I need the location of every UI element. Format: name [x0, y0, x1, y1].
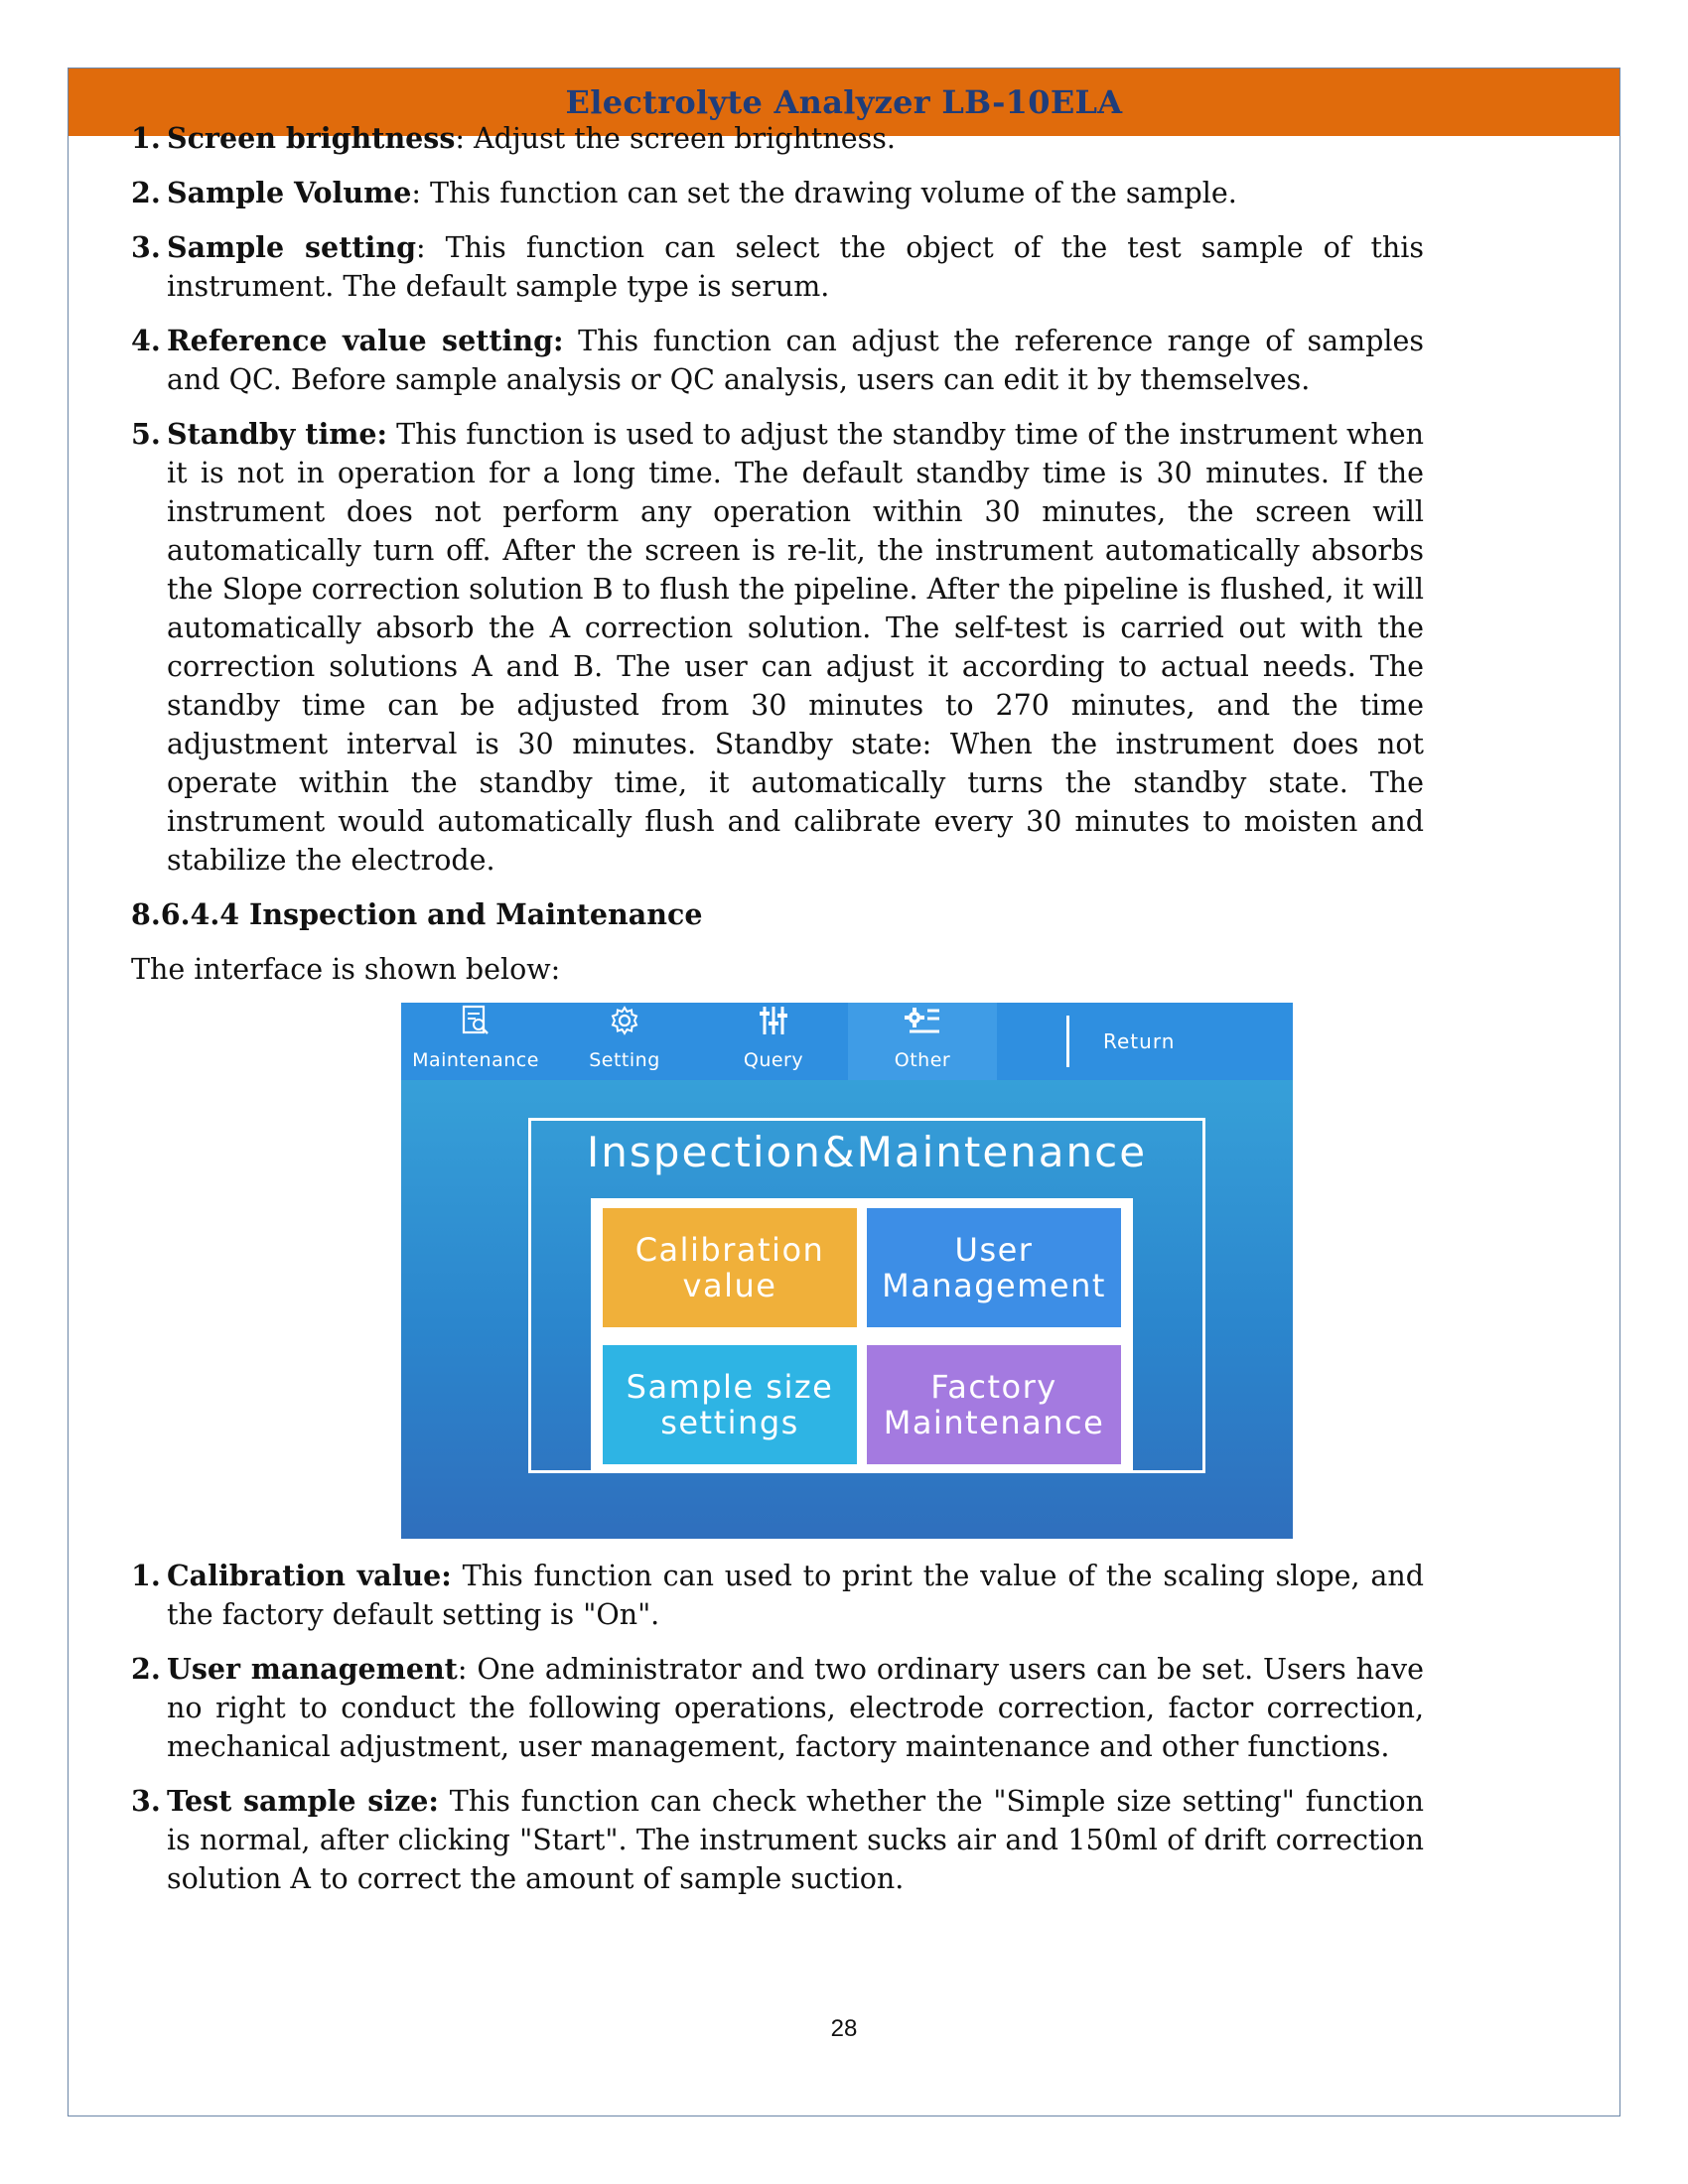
report-icon — [461, 1004, 491, 1037]
item-text: This function can set the drawing volume of the sample. — [420, 177, 1237, 209]
sliders-icon — [759, 1004, 788, 1037]
toolbar-other-button[interactable] — [848, 1003, 997, 1080]
item-sep: : — [457, 1653, 468, 1686]
item-number: 5. — [131, 417, 161, 451]
item-sep: : — [455, 122, 465, 155]
tile-grid — [591, 1198, 1133, 1472]
item-text: This function can adjust the reference range of samples and QC. Before sample analysis or QC analysis, users can edit it by themselves. — [167, 325, 1424, 396]
calibration-value-button[interactable] — [603, 1208, 857, 1327]
user-management-button[interactable] — [867, 1208, 1121, 1327]
item-text: This function can select the object of the test sample of this instrument. The default sample type is serum. — [167, 231, 1424, 303]
tile-label-line2: settings — [660, 1404, 799, 1441]
item-number: 1. — [131, 121, 161, 155]
item-sep: : — [416, 231, 426, 264]
item-term: Standby time: — [167, 417, 388, 451]
toolbar-label: Setting — [589, 1048, 660, 1071]
list-item — [131, 415, 1424, 880]
item-number: 4. — [131, 324, 161, 357]
sample-size-settings-button[interactable] — [603, 1345, 857, 1464]
tile-label-line2: Management — [882, 1267, 1106, 1304]
toolbar-label: Maintenance — [412, 1048, 539, 1071]
item-number: 2. — [131, 176, 161, 209]
main-content — [131, 119, 1424, 1914]
item-term: User management — [167, 1652, 458, 1686]
toolbar-label: Query — [743, 1048, 804, 1071]
maintenance-list — [131, 1557, 1424, 1898]
toolbar-query-button[interactable] — [699, 1003, 848, 1080]
list-item — [131, 174, 1424, 212]
item-text: One administrator and two ordinary users can be set. Users have no right to conduct the following operations, electrode correction, factor correction, mechanical adjustment, user management, factory maintenance and other functions. — [167, 1653, 1424, 1763]
list-item — [131, 228, 1424, 306]
item-term: Calibration value: — [167, 1559, 452, 1592]
tile-label-line2: Maintenance — [883, 1404, 1105, 1441]
item-number: 1. — [131, 1559, 161, 1592]
settings-list — [131, 119, 1424, 880]
device-toolbar — [401, 1003, 1293, 1080]
tile-label-line1: Calibration — [634, 1231, 825, 1269]
tile-label-line1: Factory — [930, 1368, 1057, 1406]
panel-title: Inspection&Maintenance — [586, 1128, 1148, 1176]
item-sep: : — [411, 177, 421, 209]
page-number: 28 — [830, 2015, 858, 2042]
item-text: This function is used to adjust the standby time of the instrument when it is not in operation for a long time. The default standby time is 30 minutes. If the instrument does not perform any operation within 30 minutes, the screen will automatically turn off. After the screen is re-lit, the instrument automatically absorbs the Slope correction solution B to flush the pipeline. After the pipeline is flushed, it will automatically absorb the A correction solution. The self-test is carried out with the correction solutions A and B. The user can adjust it according to actual needs. The standby time can be adjusted from 30 minutes to 270 minutes, and the time adjustment interval is 30 minutes. Standby state: When the instrument does not operate within the standby time, it automatically turns the standby state. The instrument would automatically flush and calibrate every 30 minutes to moisten and stabilize the electrode. — [167, 418, 1424, 877]
section-heading: 8.6.4.4 Inspection and Maintenance — [131, 897, 703, 931]
toolbar-maintenance-button[interactable] — [401, 1003, 550, 1080]
list-item — [131, 322, 1424, 399]
return-button[interactable]: Return — [1103, 1028, 1176, 1053]
toolbar-divider — [1066, 1016, 1069, 1067]
list-item — [131, 1557, 1424, 1634]
tile-label-line2: value — [682, 1267, 777, 1304]
item-term: Sample Volume — [167, 176, 412, 209]
item-term: Test sample size: — [167, 1784, 439, 1818]
tile-label-line1: User — [954, 1231, 1034, 1269]
item-number: 3. — [131, 1784, 161, 1818]
item-term: Sample setting — [167, 230, 416, 264]
document-title: Electrolyte Analyzer LB-10ELA — [565, 83, 1123, 121]
list-item — [131, 1782, 1424, 1898]
list-item — [131, 119, 1424, 158]
list-item — [131, 1650, 1424, 1766]
item-number: 3. — [131, 230, 161, 264]
item-text: This function can used to print the value of the scaling slope, and the factory default setting is "On". — [167, 1560, 1424, 1631]
section-intro: The interface is shown below: — [131, 953, 561, 986]
device-screenshot — [401, 1003, 1293, 1539]
item-text: Adjust the screen brightness. — [465, 122, 896, 155]
item-term: Reference value setting: — [167, 324, 564, 357]
gear-icon — [609, 1004, 640, 1037]
toolbar-label: Other — [894, 1048, 951, 1071]
item-term: Screen brightness — [167, 121, 456, 155]
inspection-panel — [528, 1118, 1205, 1473]
item-number: 2. — [131, 1652, 161, 1686]
settings-list-icon — [904, 1004, 941, 1037]
factory-maintenance-button[interactable] — [867, 1345, 1121, 1464]
toolbar-setting-button[interactable] — [550, 1003, 699, 1080]
tile-label-line1: Sample size — [626, 1368, 834, 1406]
item-text: This function can check whether the "Simple size setting" function is normal, after clicking "Start". The instrument sucks air and 150ml of drift correction solution A to correct the amount of sample suction. — [167, 1785, 1424, 1895]
